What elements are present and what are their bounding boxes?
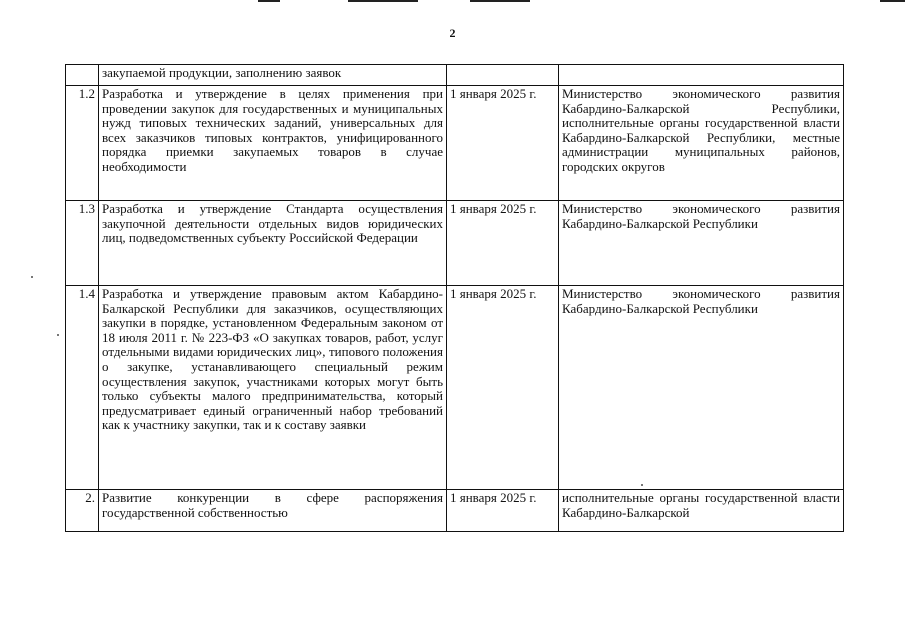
- deadline: 1 января 2025 г.: [447, 201, 559, 286]
- task-description: Разработка и утверждение в целях применения при проведении закупок для государственных и муниципальных нужд типовых технических заданий, универсальных для всех заказчиков типовых контрактов, унифицированного порядка приемки закупаемых товаров в случае необходимости: [99, 86, 447, 201]
- task-description: закупаемой продукции, заполнению заявок: [99, 65, 447, 86]
- top-edge-mark: [470, 0, 530, 2]
- scan-speck: [57, 334, 59, 336]
- responsible-executors: Министерство экономического развития Кабардино-Балкарской Республики: [559, 286, 844, 490]
- responsible-executors: Министерство экономического развития Кабардино-Балкарской Республики, исполнительные органы государственной власти Кабардино-Балкарской Республики, местные администрации муниципальных районов, городских округов: [559, 86, 844, 201]
- page-number: 2: [449, 26, 456, 40]
- measures-table: [65, 64, 844, 532]
- deadline: 1 января 2025 г.: [447, 86, 559, 201]
- top-edge-mark: [258, 0, 280, 2]
- scan-speck: [31, 276, 33, 278]
- responsible-executors: исполнительные органы государственной власти Кабардино-Балкарской: [559, 490, 844, 532]
- row-number: 2.: [66, 490, 99, 532]
- deadline: 1 января 2025 г.: [447, 286, 559, 490]
- top-edge-mark: [880, 0, 905, 2]
- row-number: [66, 65, 99, 86]
- row-number: 1.3: [66, 201, 99, 286]
- task-description: Разработка и утверждение Стандарта осуществления закупочной деятельности отдельных видов юридических лиц, подведомственных субъекту Российской Федерации: [99, 201, 447, 286]
- row-number: 1.4: [66, 286, 99, 490]
- table-row: [66, 201, 844, 286]
- table-row: [66, 65, 844, 86]
- responsible-executors: [559, 65, 844, 86]
- task-description: Развитие конкуренции в сфере распоряжения государственной собственностью: [99, 490, 447, 532]
- top-edge-mark: [348, 0, 418, 2]
- row-number: 1.2: [66, 86, 99, 201]
- table-row: [66, 286, 844, 490]
- scan-speck: [641, 484, 643, 486]
- deadline: 1 января 2025 г.: [447, 490, 559, 532]
- responsible-executors: Министерство экономического развития Кабардино-Балкарской Республики: [559, 201, 844, 286]
- table-row: [66, 86, 844, 201]
- table-row: [66, 490, 844, 532]
- task-description: Разработка и утверждение правовым актом Кабардино-Балкарской Республики для заказчиков, осуществляющих закупки в порядке, установленном Федеральным законом от 18 июля 2011 г. № 223-ФЗ «О закупках товаров, работ, услуг отдельными видами юридических лиц», типового положения о закупке, устанавливающего специальный режим осуществления закупок, участниками которых могут быть только субъекты малого предпринимательства, который предусматривает единый ограниченный набор требований как к участнику закупки, так и к составу заявки: [99, 286, 447, 490]
- deadline: [447, 65, 559, 86]
